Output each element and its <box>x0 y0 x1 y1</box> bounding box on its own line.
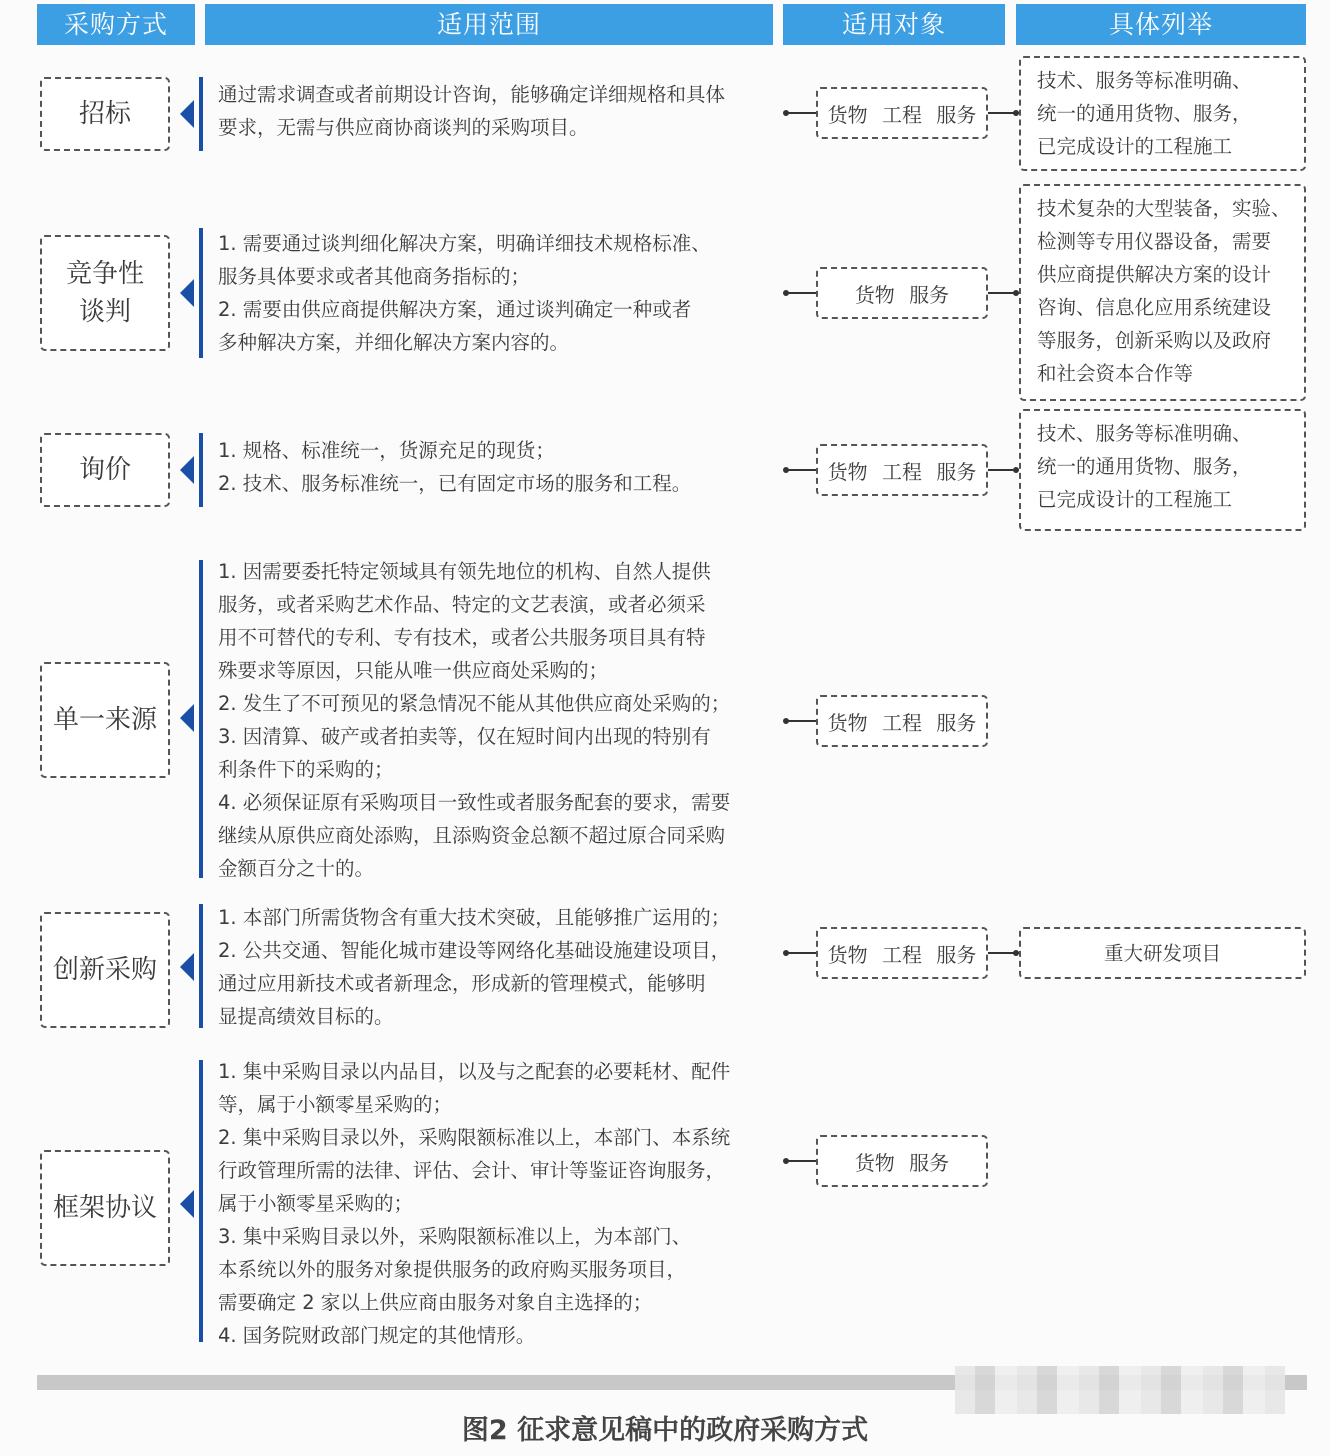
object-box-single-source: 货物 工程 服务 <box>816 695 988 747</box>
arrow-left-icon <box>180 1190 194 1218</box>
method-box-inquiry: 询价 <box>40 433 170 507</box>
method-box-framework-agreement: 框架协议 <box>40 1150 170 1266</box>
scope-bar <box>199 1060 203 1342</box>
arrow-left-icon <box>180 100 194 128</box>
arrow-left-icon <box>180 704 194 732</box>
scope-bar <box>199 560 203 878</box>
method-box-competitive-negotiation: 竞争性谈判 <box>40 235 170 351</box>
object-box-competitive-negotiation: 货物 服务 <box>816 267 988 319</box>
scope-text-framework-agreement: 1. 集中采购目录以内品目，以及与之配套的必要耗材、配件 等，属于小额零星采购的； 2. 集中采购目录以外，采购限额标准以上，本部门、本系统 行政管理所需的法律、评估、会计、审计等鉴证咨询服务， 属于小额零星采购的； 3. 集中采购目录以外，采购限额标准以上，为本部门、 本系统以外的服务对象提供服务的政府购买服务项目， 需要确定 2 家以上供应商由服务对象自主选择的； 4. 国务院财政部门规定的其他情形。 <box>218 1060 731 1347</box>
examples-box-innovative-procurement: 重大研发项目 <box>1019 927 1306 979</box>
scope-bar <box>199 77 203 151</box>
object-box-bidding: 货物 工程 服务 <box>816 87 988 139</box>
header-examples: 具体列举 <box>1016 4 1306 45</box>
object-box-framework-agreement: 货物 服务 <box>816 1135 988 1187</box>
connector-line <box>786 112 816 114</box>
watermark-mosaic <box>955 1366 1285 1414</box>
arrow-left-icon <box>180 279 194 307</box>
scope-text-competitive-negotiation: 1. 需要通过谈判细化解决方案，明确详细技术规格标准、 服务具体要求或者其他商务指标的； 2. 需要由供应商提供解决方案，通过谈判确定一种或者 多种解决方案，并细化解决方案内容的。 <box>218 232 711 354</box>
method-box-bidding: 招标 <box>40 77 170 151</box>
connector-line <box>786 292 816 294</box>
scope-text-inquiry: 1. 规格、标准统一，货源充足的现货； 2. 技术、服务标准统一，已有固定市场的服务和工程。 <box>218 439 692 495</box>
method-box-single-source: 单一来源 <box>40 662 170 778</box>
connector-line <box>786 1160 816 1162</box>
scope-bar <box>199 228 203 358</box>
figure-caption: 图2 征求意见稿中的政府采购方式 <box>461 1415 869 1446</box>
connector-line <box>786 720 816 722</box>
connector-line <box>786 952 816 954</box>
object-box-inquiry: 货物 工程 服务 <box>816 444 988 496</box>
examples-box-bidding: 技术、服务等标准明确、 统一的通用货物、服务， 已完成设计的工程施工 <box>1019 56 1306 171</box>
arrow-left-icon <box>180 953 194 981</box>
header-method: 采购方式 <box>37 4 195 45</box>
header-scope: 适用范围 <box>205 4 773 45</box>
scope-text-single-source: 1. 因需要委托特定领域具有领先地位的机构、自然人提供 服务，或者采购艺术作品、特定的文艺表演，或者必须采 用不可替代的专利、专有技术，或者公共服务项目具有特 殊要求等原因，只能从唯一供应商处采购的； 2. 发生了不可预见的紧急情况不能从其他供应商处采购的； 3. 因清算、破产或者拍卖等，仅在短时间内出现的特别有 利条件下的采购的； 4. 必须保证原有采购项目一致性或者服务配套的要求，需要 继续从原供应商处添购，且添购资金总额不超过原合同采购 金额百分之十的。 <box>218 560 731 880</box>
header-object: 适用对象 <box>783 4 1005 45</box>
scope-bar <box>199 904 203 1028</box>
connector-line <box>786 469 816 471</box>
method-box-innovative-procurement: 创新采购 <box>40 912 170 1028</box>
examples-box-competitive-negotiation: 技术复杂的大型装备，实验、 检测等专用仪器设备，需要 供应商提供解决方案的设计 咨询、信息化应用系统建设 等服务，创新采购以及政府 和社会资本合作等 <box>1019 184 1306 401</box>
scope-text-innovative-procurement: 1. 本部门所需货物含有重大技术突破，且能够推广运用的； 2. 公共交通、智能化城市建设等网络化基础设施建设项目， 通过应用新技术或者新理念，形成新的管理模式，能够明 显提高绩效目标的。 <box>218 906 731 1028</box>
scope-bar <box>199 433 203 507</box>
examples-box-inquiry: 技术、服务等标准明确、 统一的通用货物、服务， 已完成设计的工程施工 <box>1019 409 1306 531</box>
arrow-left-icon <box>180 456 194 484</box>
scope-text-bidding: 通过需求调查或者前期设计咨询，能够确定详细规格和具体 要求，无需与供应商协商谈判的采购项目。 <box>218 83 726 139</box>
object-box-innovative-procurement: 货物 工程 服务 <box>816 927 988 979</box>
